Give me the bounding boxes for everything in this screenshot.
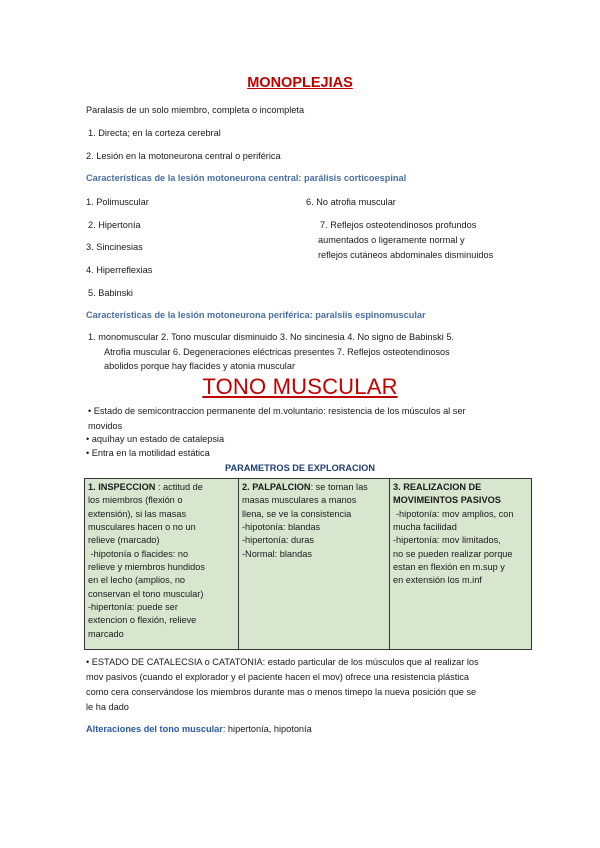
- intro-text: Paralasis de un solo miembro, completa o incompleta: [86, 105, 305, 115]
- cell-line: -hipotonía o flacides: no: [88, 548, 189, 559]
- central-item-6: 6. No atrofia muscular: [306, 197, 396, 207]
- cell-line: mucha facilidad: [393, 522, 457, 533]
- table-cell-movimientos: [390, 479, 532, 650]
- paragraph-line: le ha dado: [86, 702, 129, 712]
- cell-line: -hipertonía: mov limitados,: [393, 535, 501, 546]
- cell-line: musculares hacen o no un: [88, 522, 196, 533]
- cell-line: masas musculares a manos: [242, 495, 357, 506]
- peripheral-line: Atrofia muscular 6. Degeneraciones eléctricas presentes 7. Reflejos osteotendinosos: [104, 346, 450, 357]
- central-item-2: 2. Hipertonía: [88, 220, 141, 230]
- central-item-7-line: reflejos cutáneos abdominales disminuidos: [318, 250, 494, 260]
- cell-line: relieve (marcado): [88, 535, 160, 546]
- cell-line: -hipertonía: puede ser: [88, 602, 178, 613]
- cell-line: -Normal: blandas: [242, 548, 312, 559]
- cell-line: conservan el tono muscular): [88, 588, 204, 599]
- central-item-3: 3. Sincinesias: [86, 242, 143, 252]
- central-heading: Características de la lesión motoneurona central: parálisis corticoespinal: [86, 173, 407, 183]
- central-item-7-line: aumentados o ligeramente normal y: [318, 235, 465, 245]
- cell-line: estan en flexión en m.sup y: [393, 562, 505, 573]
- cell-line: en el lecho (amplios, no: [88, 575, 186, 586]
- cell-head: 1. INSPECCION: [88, 482, 156, 492]
- type-item-2: 2. Lesión en la motoneurona central o periférica: [86, 151, 281, 161]
- peripheral-line: 1. monomuscular 2. Tono muscular disminuido 3. No sincinesia 4. No signo de Babinski 5.: [88, 332, 454, 342]
- peripheral-list: [88, 330, 454, 374]
- catalepsia-paragraph: [86, 655, 479, 715]
- cell-text: : se toman las: [310, 482, 368, 492]
- cell-line: -hipotonía: blandas: [242, 522, 321, 533]
- central-item-7-line: 7. Reflejos osteotendinosos profundos: [320, 220, 477, 230]
- cell-line: los miembros (flexión o: [88, 495, 183, 506]
- central-item-7: [318, 218, 493, 263]
- type-item-1: 1. Directa; en la corteza cerebral: [88, 128, 221, 138]
- cell-line: extencion o flexión, relieve: [88, 615, 197, 626]
- cell-line: relieve y miembros hundidos: [88, 562, 205, 573]
- tono-bullet-line: • Estado de semicontraccion permanente del m.voluntario: resistencia de los músculos al ser: [88, 406, 466, 416]
- cell-line: no se pueden realizar porque: [393, 548, 513, 559]
- paragraph-line: • ESTADO DE CATALECSIA o CATATONIA: estado particular de los músculos que al realizar los: [86, 657, 479, 667]
- cell-line: marcado: [88, 628, 124, 639]
- cell-line: llena, se ve la consistencia: [242, 508, 352, 519]
- param-heading: PARAMETROS DE EXPLORACION: [225, 463, 375, 473]
- central-item-4: 4. Hiperreflexias: [86, 265, 153, 275]
- peripheral-line: abolidos porque hay flacides y atonia muscular: [104, 361, 296, 371]
- exploration-table: [84, 478, 532, 650]
- tono-bullet: • aquíhay un estado de catalepsia: [86, 434, 225, 444]
- section-title: TONO MUSCULAR: [202, 374, 398, 399]
- cell-head: 3. REALIZACION DE: [393, 482, 482, 492]
- table-row: [85, 479, 532, 650]
- paragraph-line: como cera conservándose los miembros durante mas o menos timepo la nueva posición que se: [86, 687, 477, 697]
- tono-bullet-line: movidos: [88, 420, 123, 431]
- central-item-1: 1. Polimuscular: [86, 197, 149, 207]
- tono-bullet: [88, 404, 466, 433]
- alteraciones-value: : hipertonía, hipotonía: [222, 724, 312, 734]
- paragraph-line: mov pasivos (cuando el explorador y el paciente hacen el mov) ofrece una resistencia plástica: [86, 672, 470, 682]
- alteraciones-line: [86, 723, 312, 735]
- cell-line: extensión), si las masas: [88, 508, 187, 519]
- peripheral-heading: Características de la lesión motoneurona periférica: paralsiis espinomuscular: [86, 310, 426, 320]
- cell-text: : actitud de: [155, 482, 203, 492]
- table-cell-inspeccion: [85, 479, 239, 650]
- page-title: MONOPLEJIAS: [247, 75, 353, 91]
- cell-head: 2. PALPALCION: [242, 482, 311, 492]
- cell-line: -hipotonía: mov amplios, con: [396, 508, 514, 519]
- cell-head: MOVIMEINTOS PASIVOS: [393, 495, 501, 506]
- central-item-5: 5. Babinski: [88, 288, 133, 298]
- cell-line: en extensión los m.inf: [393, 575, 482, 586]
- alteraciones-label: Alteraciones del tono muscular: [86, 724, 223, 734]
- cell-line: -hipertonía: duras: [242, 535, 315, 546]
- table-cell-palpacion: [239, 479, 390, 650]
- tono-bullet: • Entra en la motilidad estática: [86, 448, 210, 458]
